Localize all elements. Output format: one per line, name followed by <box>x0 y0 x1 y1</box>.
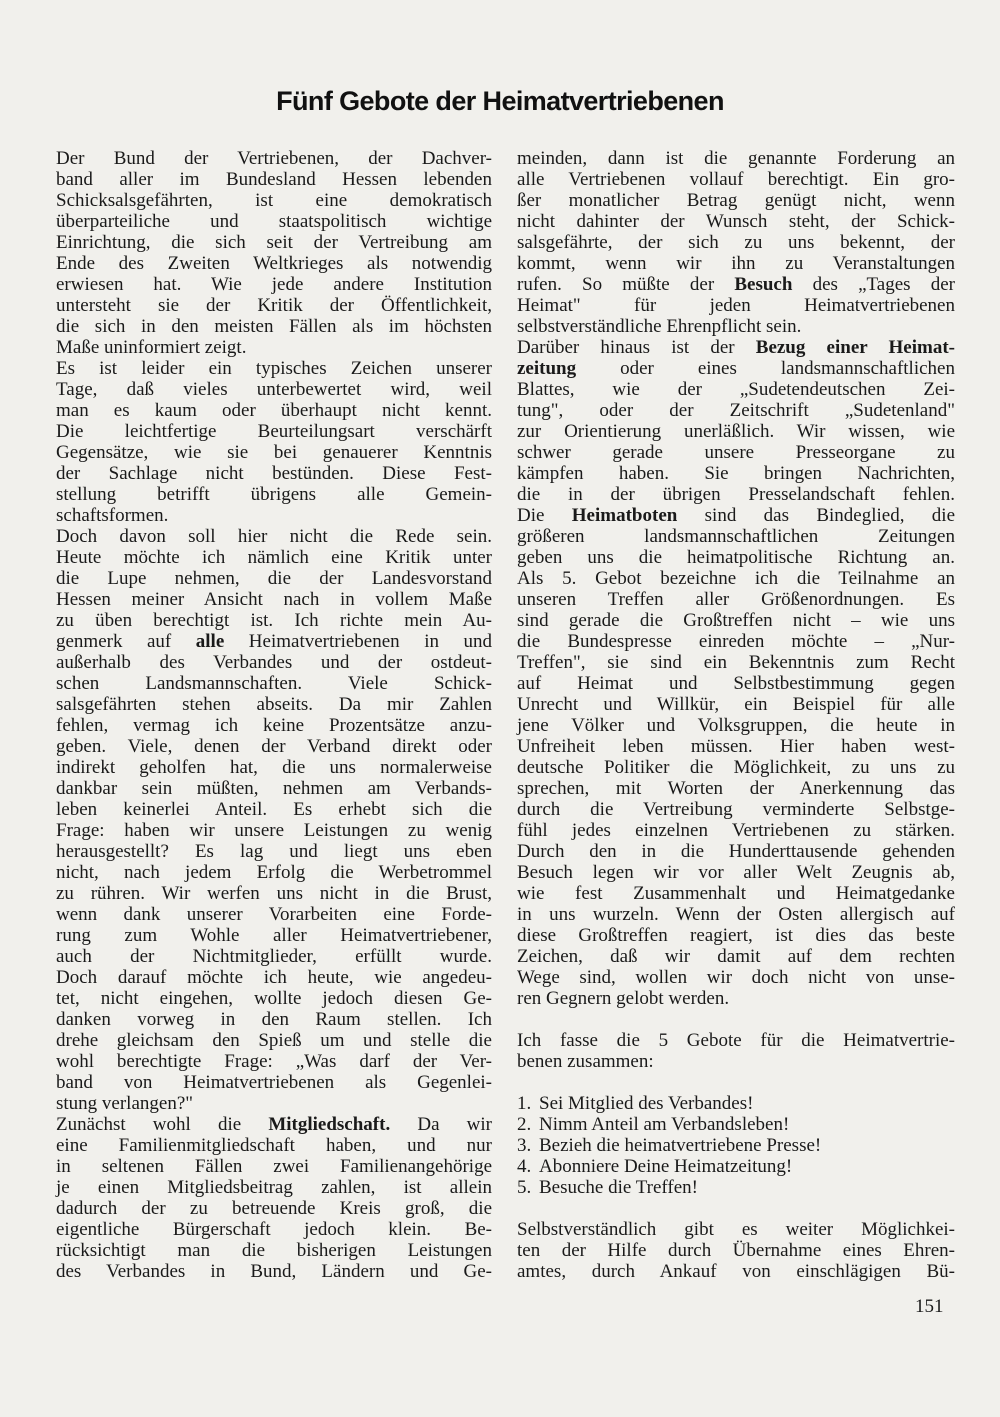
commandment-number: 5. <box>517 1177 532 1198</box>
text-line: durch die Vertreibung verminderte Selbstge- <box>517 799 955 820</box>
commandment-text: Bezieh die heimatvertriebene Presse! <box>539 1135 822 1156</box>
text-line: auf Heimat und Selbstbestimmung gegen <box>517 673 955 694</box>
text-line: eine Familienmitgliedschaft haben, und nur <box>56 1135 492 1156</box>
text-line: erwiesen hat. Wie jede andere Institution <box>56 274 492 295</box>
text-line: meinden, dann ist die genannte Forderung an <box>517 148 955 169</box>
emphasis-run: alle <box>195 631 225 652</box>
text-line: in uns wurzeln. Wenn der Osten allergisch auf <box>517 904 955 925</box>
text-line: tung", oder der Zeitschrift „Sudetenland" <box>517 400 955 421</box>
commandment-number: 4. <box>517 1156 532 1177</box>
text-line: die Bundespresse einreden möchte – „Nur- <box>517 631 955 652</box>
text-line: ten der Hilfe durch Übernahme eines Ehren- <box>517 1240 955 1261</box>
text-line: Einrichtung, die sich seit der Vertreibung am <box>56 232 492 253</box>
closing-paragraph <box>517 1219 955 1282</box>
text-line: geben. Viele, denen der Verband direkt oder <box>56 736 492 757</box>
text-line: deutsche Politiker die Möglichkeit, zu uns zu <box>517 757 955 778</box>
text-line: Die leichtfertige Beurteilungsart verschärft <box>56 421 492 442</box>
text-line <box>56 631 492 652</box>
emphasis-run: Besuch <box>734 274 793 295</box>
text-line: drehe gleichsam den Spieß um und stelle die <box>56 1030 492 1051</box>
article-title: Fünf Gebote der Heimatvertriebenen <box>276 86 724 116</box>
text-line: Als 5. Gebot bezeichne ich die Teilnahme an <box>517 568 955 589</box>
text-run: sind das Bindeglied, die <box>677 505 956 526</box>
text-line: danken vorweg in den Raum stellen. Ich <box>56 1009 492 1030</box>
text-line: unseren Treffen aller Größenordnungen. Es <box>517 589 955 610</box>
text-line: dankbar sein müßten, nehmen am Verbands- <box>56 778 492 799</box>
text-run: des „Tages der <box>792 274 955 295</box>
emphasis-run: Bezug einer Heimat- <box>755 337 955 358</box>
commandment-number: 1. <box>517 1093 532 1114</box>
text-line: tet, nicht eingehen, wollte jedoch diesen Ge- <box>56 988 492 1009</box>
commandment-item <box>517 1093 955 1114</box>
text-line: Doch darauf möchte ich heute, wie angedeu- <box>56 967 492 988</box>
text-line: leben keinerlei Anteil. Es erhebt sich die <box>56 799 492 820</box>
text-line: schwer gerade unsere Presseorgane zu <box>517 442 955 463</box>
emphasis-run: Heimatboten <box>571 505 678 526</box>
text-line: sprechen, mit Worten der Anerkennung das <box>517 778 955 799</box>
text-line: Schicksalsgefährten, ist eine demokratisch <box>56 190 492 211</box>
text-line: stellung betrifft übrigens alle Gemein- <box>56 484 492 505</box>
right-column-body <box>517 148 955 1009</box>
text-line: diese Großtreffen reagiert, ist dies das beste <box>517 925 955 946</box>
text-line: Es ist leider ein typisches Zeichen unserer <box>56 358 492 379</box>
text-line: Unrecht und Willkür, ein Beispiel für alle <box>517 694 955 715</box>
commandment-text: Besuche die Treffen! <box>539 1177 699 1198</box>
text-line: die in der übrigen Presselandschaft fehlen. <box>517 484 955 505</box>
commandment-list <box>517 1093 955 1198</box>
text-run: Heimatvertriebenen in und <box>224 631 492 652</box>
text-line: Gegensätze, wie sie bei genauerer Kenntnis <box>56 442 492 463</box>
text-line: wohl berechtigte Frage: „Was darf der Ver- <box>56 1051 492 1072</box>
text-line: auch der Nichtmitglieder, erfüllt wurde. <box>56 946 492 967</box>
text-line: je einen Mitgliedsbeitrag zahlen, ist allein <box>56 1177 492 1198</box>
emphasis-run: Mitgliedschaft. <box>268 1114 391 1135</box>
text-line: außerhalb des Verbandes und der ostdeut- <box>56 652 492 673</box>
text-line: herausgestellt? Es lag und liegt uns eben <box>56 841 492 862</box>
text-line: zu rühren. Wir werfen uns nicht in die Brust, <box>56 883 492 904</box>
text-line: salsgefährte, der sich zu uns bekennt, der <box>517 232 955 253</box>
text-line: rung zum Wohle aller Heimatvertriebener, <box>56 925 492 946</box>
text-line: schen Landsmannschaften. Viele Schick- <box>56 673 492 694</box>
text-line <box>517 337 955 358</box>
text-run: Darüber hinaus ist der <box>517 337 756 358</box>
text-line: stung verlangen?" <box>56 1093 194 1114</box>
text-line: nicht dahinter der Wunsch steht, der Schick- <box>517 211 955 232</box>
text-line: in seltenen Fällen zwei Familienangehörige <box>56 1156 492 1177</box>
text-line: der Sachlage nicht bestünden. Diese Fest- <box>56 463 492 484</box>
text-line: ren Gegnern gelobt werden. <box>517 988 730 1009</box>
text-line: man es kaum oder überhaupt nicht kennt. <box>56 400 492 421</box>
text-line: Besuch legen wir vor aller Welt Zeugnis ab, <box>517 862 955 883</box>
text-line: Der Bund der Vertriebenen, der Dachver- <box>56 148 492 169</box>
text-line: fehlen, vermag ich keine Prozentsätze anzu- <box>56 715 492 736</box>
commandment-text: Nimm Anteil am Verbandsleben! <box>539 1114 790 1135</box>
text-line: rücksichtigt man die bisherigen Leistungen <box>56 1240 492 1261</box>
text-line <box>517 358 955 379</box>
left-column <box>56 148 492 1282</box>
text-run: oder eines landsmannschaftlichen <box>576 358 955 379</box>
text-line: band von Heimatvertriebenen als Gegenlei- <box>56 1072 492 1093</box>
text-line: zu üben berechtigt ist. Ich richte mein Au- <box>56 610 492 631</box>
emphasis-run: zeitung <box>517 358 577 379</box>
text-line: Tage, daß vieles unterbewertet wird, weil <box>56 379 492 400</box>
text-run: Da wir <box>390 1114 493 1135</box>
text-line: kommt, wenn wir ihn zu Veranstaltungen <box>517 253 955 274</box>
text-line <box>517 505 955 526</box>
commandment-number: 3. <box>517 1135 532 1156</box>
text-line: Blattes, wie der „Sudetendeutschen Zei- <box>517 379 955 400</box>
text-line: alle Vertriebenen vollauf berechtigt. Ein gro- <box>517 169 955 190</box>
text-line: benen zusammen: <box>517 1051 654 1072</box>
commandment-item <box>517 1114 955 1135</box>
text-line: salsgefährten stehen abseits. Da mir Zahlen <box>56 694 492 715</box>
text-line: schaftsformen. <box>56 505 169 526</box>
text-line: Durch den in die Hunderttausende gehenden <box>517 841 955 862</box>
text-line: sind gerade die Großtreffen nicht – wie uns <box>517 610 955 631</box>
right-column <box>517 148 955 1282</box>
text-line: untersteht sie der Kritik der Öffentlichkeit, <box>56 295 492 316</box>
text-run: Die <box>517 505 572 526</box>
text-line: Maße uninformiert zeigt. <box>56 337 247 358</box>
text-line: Frage: haben wir unsere Leistungen zu wenig <box>56 820 492 841</box>
text-line: nicht, nach jedem Erfolg die Werbetrommel <box>56 862 492 883</box>
commandment-item <box>517 1135 955 1156</box>
text-run: genmerk auf <box>56 631 196 652</box>
commandment-text: Sei Mitglied des Verbandes! <box>539 1093 754 1114</box>
text-run: Zunächst wohl die <box>56 1114 269 1135</box>
text-line: wenn dank unserer Vorarbeiten eine Forde- <box>56 904 492 925</box>
summary-intro <box>517 1030 955 1072</box>
text-line: Ende des Zweiten Weltkrieges als notwendig <box>56 253 492 274</box>
text-line <box>56 1114 492 1135</box>
text-line: band aller im Bundesland Hessen lebenden <box>56 169 492 190</box>
text-line: Selbstverständlich gibt es weiter Möglichkei- <box>517 1219 955 1240</box>
text-line: des Verbandes in Bund, Ländern und Ge- <box>56 1261 492 1282</box>
commandment-text: Abonniere Deine Heimatzeitung! <box>539 1156 793 1177</box>
text-line: indirekt geholfen hat, die uns normalerweise <box>56 757 492 778</box>
text-line: Ich fasse die 5 Gebote für die Heimatvertrie- <box>517 1030 955 1051</box>
text-line: Heimat" für jeden Heimatvertriebenen <box>517 295 955 316</box>
text-line: Unfreiheit leben müssen. Hier haben west- <box>517 736 955 757</box>
text-line: zur Orientierung unerläßlich. Wir wissen, wie <box>517 421 955 442</box>
text-line: ßer monatlicher Betrag genügt nicht, wenn <box>517 190 955 211</box>
text-line: Treffen", sie sind ein Bekenntnis zum Recht <box>517 652 955 673</box>
commandment-item <box>517 1177 955 1198</box>
text-line: kämpfen haben. Sie bringen Nachrichten, <box>517 463 955 484</box>
text-line: eigentliche Bürgerschaft jedoch klein. Be- <box>56 1219 492 1240</box>
text-line: die Lupe nehmen, die der Landesvorstand <box>56 568 492 589</box>
text-line: selbstverständliche Ehrenpflicht sein. <box>517 316 802 337</box>
text-line: geben uns die heimatpolitische Richtung an. <box>517 547 955 568</box>
text-line <box>517 274 955 295</box>
page-number: 151 <box>915 1296 944 1317</box>
text-line: Hessen meiner Ansicht nach in vollem Maße <box>56 589 492 610</box>
text-line: amtes, durch Ankauf von einschlägigen Bü- <box>517 1261 955 1282</box>
text-line: überparteiliche und staatspolitisch wichtige <box>56 211 492 232</box>
text-line: Heute möchte ich nämlich eine Kritik unter <box>56 547 492 568</box>
text-line: fühl jedes einzelnen Vertriebenen zu stärken. <box>517 820 955 841</box>
text-line: jene Völker und Volksgruppen, die heute in <box>517 715 955 736</box>
text-line: wie fest Zusammenhalt und Heimatgedanke <box>517 883 955 904</box>
text-line: Zeichen, daß wir damit auf dem rechten <box>517 946 955 967</box>
text-line: die sich in den meisten Fällen als im höchsten <box>56 316 492 337</box>
text-line: Doch davon soll hier nicht die Rede sein. <box>56 526 492 547</box>
text-line: dadurch der zu betreuende Kreis groß, die <box>56 1198 492 1219</box>
text-run: rufen. So müßte der <box>517 274 735 295</box>
commandment-number: 2. <box>517 1114 532 1135</box>
commandment-item <box>517 1156 955 1177</box>
text-line: Wege sind, wollen wir doch nicht von unse- <box>517 967 955 988</box>
text-line: größeren landsmannschaftlichen Zeitungen <box>517 526 955 547</box>
